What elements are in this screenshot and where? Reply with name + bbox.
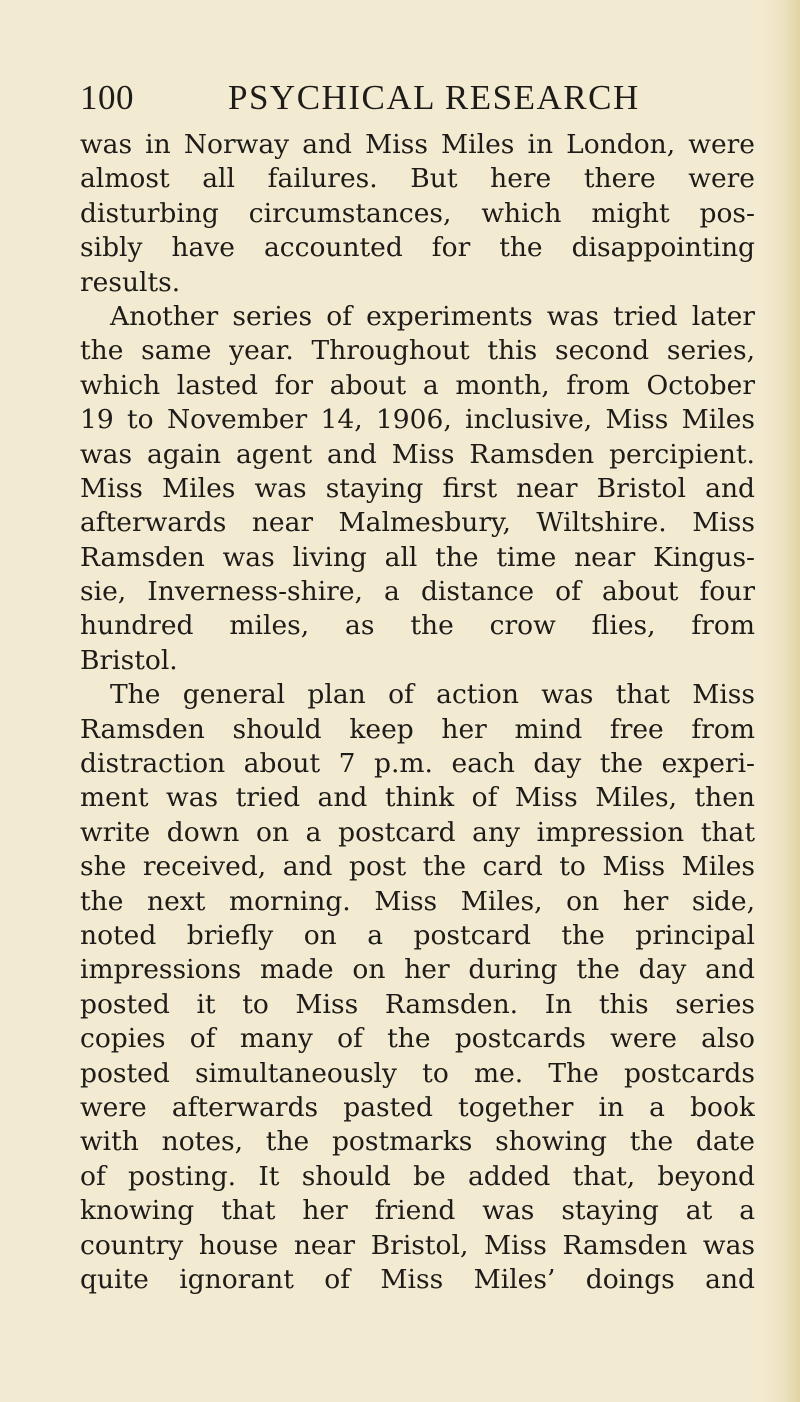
running-head [80,78,640,122]
text-line: write down on a postcard any impression that [80,816,755,848]
text-line: Bristol. [80,644,178,676]
text-line: Another series of experiments was tried later [110,300,755,332]
text-line: sibly have accounted for the disappointing [80,232,755,264]
text-line: quite ignorant of Miss Miles’ doings and [80,1263,755,1295]
text-line: the same year. Throughout this second series, [80,335,755,367]
text-line: of posting. It should be added that, beyond [80,1160,755,1192]
text-line: The general plan of action was that Miss [110,679,755,711]
text-line: the next morning. Miss Miles, on her side, [80,885,755,917]
text-line: sie, Inverness-shire, a distance of about four [80,576,755,608]
body-text [80,128,755,1297]
text-line: knowing that her friend was staying at a [80,1195,755,1227]
page-edge-shading [760,0,800,1402]
text-line: Miss Miles was staying first near Bristol and [80,472,755,504]
text-line: hundred miles, as the crow flies, from [80,610,755,642]
text-line: were afterwards pasted together in a book [80,1091,755,1123]
text-line: almost all failures. But here there were [80,163,755,195]
text-line: Ramsden was living all the time near Kingus- [80,541,755,573]
text-line: which lasted for about a month, from October [80,369,755,401]
text-line: copies of many of the postcards were also [80,1023,755,1055]
text-line: was in Norway and Miss Miles in London, were [80,129,755,160]
text-line: with notes, the postmarks showing the date [80,1126,755,1158]
text-line: she received, and post the card to Miss Miles [80,851,755,883]
text-line: ment was tried and think of Miss Miles, then [80,782,755,814]
text-line: disturbing circumstances, which might pos- [80,197,755,229]
text-line: distraction about 7 p.m. each day the experi- [80,748,755,780]
text-line: country house near Bristol, Miss Ramsden was [80,1229,755,1261]
page-number: 100 [80,78,134,117]
text-line: results. [80,266,181,298]
header-title: PSYCHICAL RESEARCH [228,78,640,117]
text-line: Ramsden should keep her mind free from [80,713,755,745]
text-line: posted it to Miss Ramsden. In this series [80,988,755,1020]
text-line: afterwards near Malmesbury, Wiltshire. Miss [80,507,755,539]
text-line: 19 to November 14, 1906, inclusive, Miss Miles [80,404,755,436]
text-line: was again agent and Miss Ramsden percipient. [80,438,755,470]
text-line: impressions made on her during the day and [80,954,755,986]
text-line: posted simultaneously to me. The postcards [80,1057,755,1089]
text-line: noted briefly on a postcard the principal [80,919,755,951]
